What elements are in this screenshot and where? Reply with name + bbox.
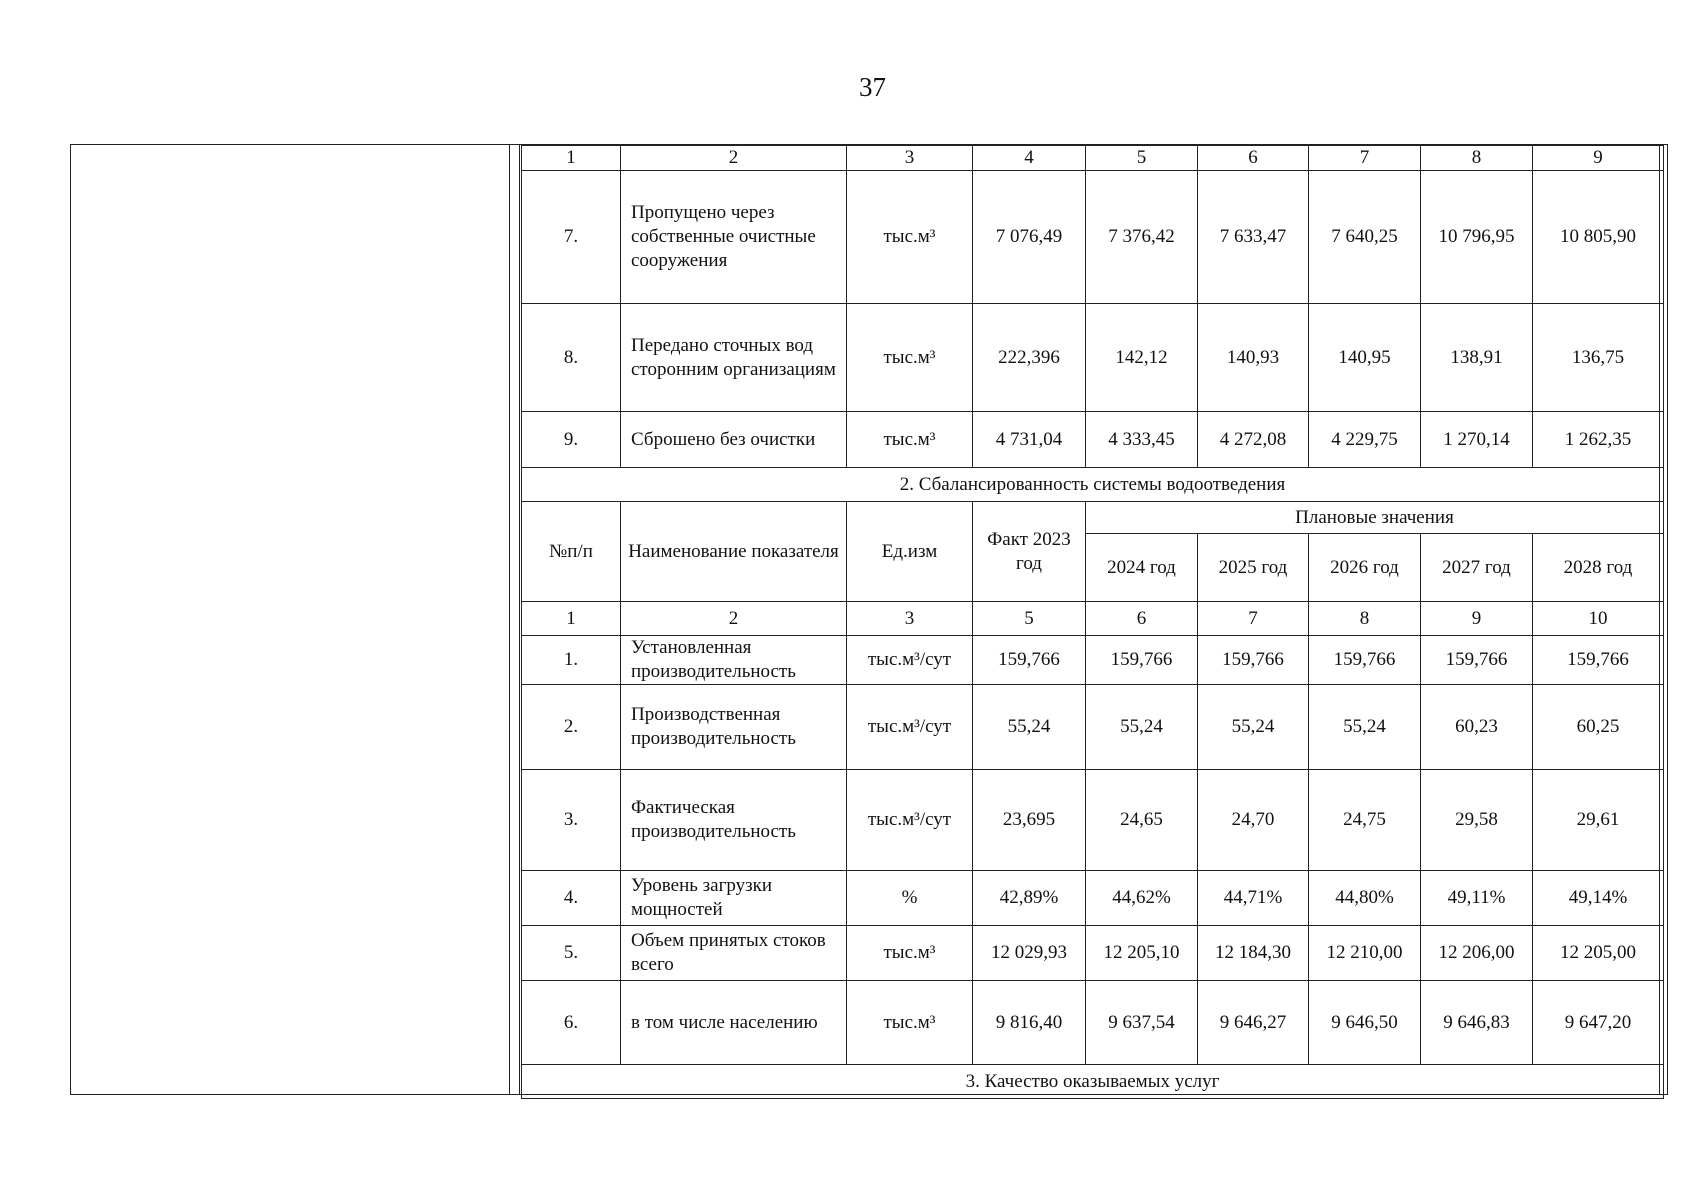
value-cell: 136,75 [1533,304,1664,412]
value-cell: 55,24 [1198,685,1309,770]
value-cell: 12 210,00 [1309,926,1421,981]
value-cell: 12 206,00 [1421,926,1533,981]
header-name: Наименование показателя [621,502,847,602]
column-number-cell: 2 [621,146,847,171]
column-number-row [522,602,1664,636]
value-cell: 9 647,20 [1533,981,1664,1065]
indicator-name: Производственная производительность [621,685,847,770]
value-cell: 23,695 [973,770,1086,871]
row-number: 5. [522,926,621,981]
indicator-name: Фактическая производительность [621,770,847,871]
indicators-table [521,145,1664,1099]
row-number: 2. [522,685,621,770]
value-cell: 7 633,47 [1198,171,1309,304]
value-cell: 138,91 [1421,304,1533,412]
value-cell: 12 205,10 [1086,926,1198,981]
value-cell: 10 805,90 [1533,171,1664,304]
value-cell: 42,89% [973,871,1086,926]
row-number: 6. [522,981,621,1065]
value-cell: 60,25 [1533,685,1664,770]
unit-cell: тыс.м³ [847,304,973,412]
column-number-cell: 6 [1086,602,1198,636]
value-cell: 12 029,93 [973,926,1086,981]
column-number-cell: 1 [522,602,621,636]
indicator-name: Объем принятых стоков всего [621,926,847,981]
value-cell: 55,24 [1309,685,1421,770]
column-number-cell: 5 [973,602,1086,636]
value-cell: 49,14% [1533,871,1664,926]
value-cell: 159,766 [1421,636,1533,685]
value-cell: 9 646,83 [1421,981,1533,1065]
indicator-name: Передано сточных вод сторонним организациям [621,304,847,412]
table-row [522,171,1664,304]
column-number-cell: 2 [621,602,847,636]
value-cell: 44,80% [1309,871,1421,926]
column-number-cell: 3 [847,146,973,171]
section-title: 2. Сбалансированность системы водоотведения [522,468,1664,502]
value-cell: 4 229,75 [1309,412,1421,468]
value-cell: 44,71% [1198,871,1309,926]
row-number: 4. [522,871,621,926]
column-number-cell: 4 [973,146,1086,171]
value-cell: 7 376,42 [1086,171,1198,304]
column-number-cell: 1 [522,146,621,171]
value-cell: 12 205,00 [1533,926,1664,981]
header-row [522,502,1664,534]
value-cell: 159,766 [1533,636,1664,685]
column-number-cell: 7 [1198,602,1309,636]
value-cell: 9 637,54 [1086,981,1198,1065]
row-number: 3. [522,770,621,871]
value-cell: 159,766 [1198,636,1309,685]
header-year: 2027 год [1421,534,1533,602]
header-num: №п/п [522,502,621,602]
table-row [522,926,1664,981]
column-number-cell: 7 [1309,146,1421,171]
value-cell: 7 640,25 [1309,171,1421,304]
table-row [522,871,1664,926]
value-cell: 24,65 [1086,770,1198,871]
value-cell: 60,23 [1421,685,1533,770]
value-cell: 142,12 [1086,304,1198,412]
column-number-cell: 5 [1086,146,1198,171]
unit-cell: % [847,871,973,926]
unit-cell: тыс.м³/сут [847,685,973,770]
unit-cell: тыс.м³ [847,926,973,981]
unit-cell: тыс.м³/сут [847,770,973,871]
table-row [522,981,1664,1065]
value-cell: 29,58 [1421,770,1533,871]
value-cell: 4 272,08 [1198,412,1309,468]
column-number-cell: 9 [1421,602,1533,636]
frame-divider [509,145,510,1094]
section-title-row [522,468,1664,502]
value-cell: 159,766 [1309,636,1421,685]
value-cell: 24,70 [1198,770,1309,871]
value-cell: 7 076,49 [973,171,1086,304]
unit-cell: тыс.м³/сут [847,636,973,685]
column-number-cell: 8 [1421,146,1533,171]
column-number-cell: 10 [1533,602,1664,636]
header-year: 2028 год [1533,534,1664,602]
table-row [522,685,1664,770]
value-cell: 4 731,04 [973,412,1086,468]
value-cell: 1 270,14 [1421,412,1533,468]
value-cell: 140,95 [1309,304,1421,412]
indicator-name: Уровень загрузки мощностей [621,871,847,926]
column-number-cell: 9 [1533,146,1664,171]
value-cell: 49,11% [1421,871,1533,926]
column-number-cell: 8 [1309,602,1421,636]
header-fact: Факт 2023 год [973,502,1086,602]
page-number: 37 [859,72,886,102]
value-cell: 55,24 [1086,685,1198,770]
unit-cell: тыс.м³ [847,171,973,304]
value-cell: 4 333,45 [1086,412,1198,468]
indicator-name: Сброшено без очистки [621,412,847,468]
value-cell: 222,396 [973,304,1086,412]
header-planned: Плановые значения [1086,502,1664,534]
table-row [522,304,1664,412]
table-row [522,412,1664,468]
row-number: 8. [522,304,621,412]
unit-cell: тыс.м³ [847,981,973,1065]
section-title-row [522,1065,1664,1099]
header-unit: Ед.изм [847,502,973,602]
frame-divider [519,145,520,1094]
column-number-cell: 6 [1198,146,1309,171]
unit-cell: тыс.м³ [847,412,973,468]
column-number-row [522,146,1664,171]
header-year: 2024 год [1086,534,1198,602]
section-title: 3. Качество оказываемых услуг [522,1065,1664,1099]
value-cell: 55,24 [973,685,1086,770]
indicator-name: Установленная производительность [621,636,847,685]
value-cell: 140,93 [1198,304,1309,412]
value-cell: 10 796,95 [1421,171,1533,304]
value-cell: 9 816,40 [973,981,1086,1065]
header-year: 2026 год [1309,534,1421,602]
column-number-cell: 3 [847,602,973,636]
value-cell: 9 646,27 [1198,981,1309,1065]
row-number: 9. [522,412,621,468]
value-cell: 1 262,35 [1533,412,1664,468]
table-row [522,636,1664,685]
value-cell: 29,61 [1533,770,1664,871]
header-year: 2025 год [1198,534,1309,602]
value-cell: 44,62% [1086,871,1198,926]
row-number: 1. [522,636,621,685]
row-number: 7. [522,171,621,304]
table-row [522,770,1664,871]
value-cell: 159,766 [973,636,1086,685]
value-cell: 9 646,50 [1309,981,1421,1065]
value-cell: 159,766 [1086,636,1198,685]
indicator-name: Пропущено через собственные очистные сооружения [621,171,847,304]
value-cell: 24,75 [1309,770,1421,871]
value-cell: 12 184,30 [1198,926,1309,981]
indicator-name: в том числе населению [621,981,847,1065]
